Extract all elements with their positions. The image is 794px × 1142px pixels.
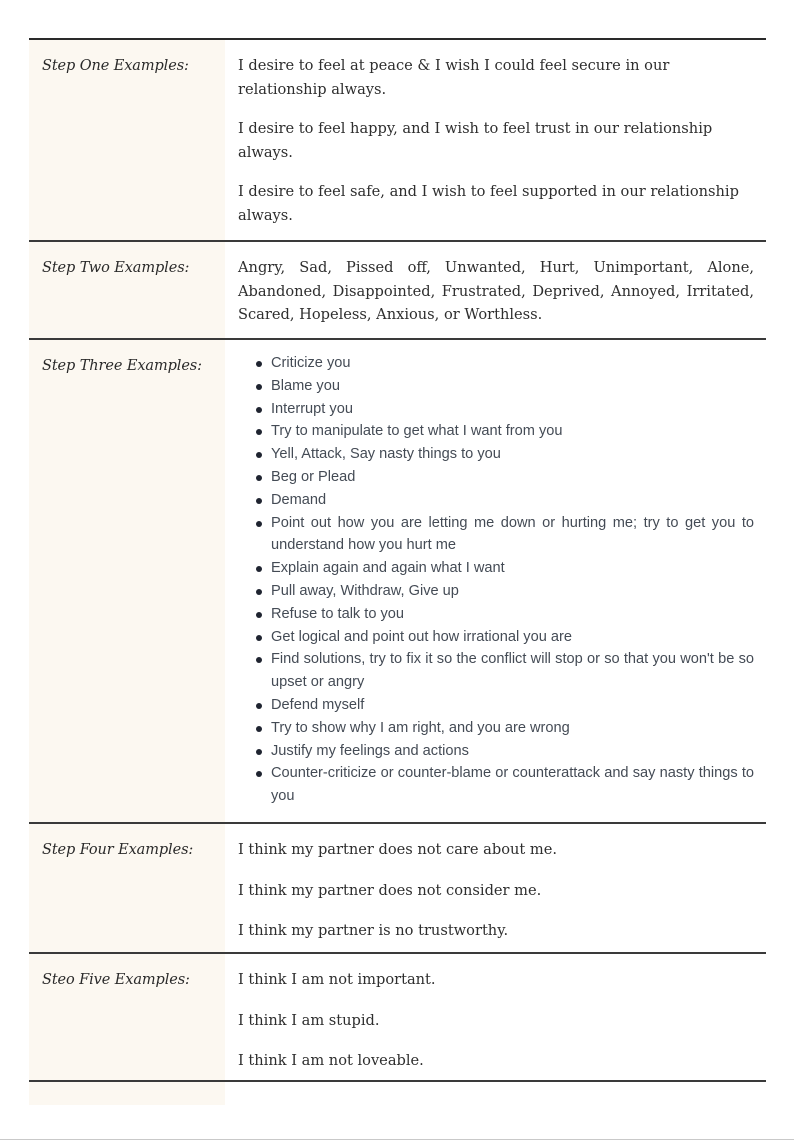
- row-label: Step Two Examples:: [42, 260, 190, 276]
- list-item: Justify my feelings and actions: [256, 740, 754, 763]
- example-text: I desire to feel at peace & I wish I could feel secure in our relationship always.: [238, 57, 670, 98]
- list-item: Yell, Attack, Say nasty things to you: [256, 443, 754, 466]
- example-text: Angry, Sad, Pissed off, Unwanted, Hurt, Unimportant, Alone, Abandoned, Disappointed, Frustrated, Deprived, Annoyed, Irritated, Scared, Hopeless, Anxious, or Worthless.: [238, 259, 754, 323]
- table-row-step-two: [29, 240, 766, 338]
- example-text: I think I am not loveable.: [238, 1052, 424, 1069]
- row-label: Steo Five Examples:: [42, 972, 190, 988]
- list-item: Counter-criticize or counter-blame or counterattack and say nasty things to you: [256, 762, 754, 808]
- row-label: Step Three Examples:: [42, 358, 202, 374]
- list-item: Defend myself: [256, 694, 754, 717]
- table-row-step-three: [29, 338, 766, 822]
- row-content: [225, 954, 766, 1080]
- example-text: I think I am not important.: [238, 971, 436, 988]
- examples-table: [29, 38, 766, 1082]
- list-item: Demand: [256, 489, 754, 512]
- list-item: Try to show why I am right, and you are wrong: [256, 717, 754, 740]
- list-item: Explain again and again what I want: [256, 557, 754, 580]
- table-row-step-four: [29, 822, 766, 952]
- table-row-step-one: [29, 38, 766, 240]
- row-content: [225, 824, 766, 952]
- list-item: Find solutions, try to fix it so the conflict will stop or so that you won't be so upset or angry: [256, 648, 754, 694]
- list-item: Point out how you are letting me down or hurting me; try to get you to understand how you hurt me: [256, 512, 754, 558]
- row-content: [225, 40, 766, 240]
- example-text: I think my partner is no trustworthy.: [238, 922, 509, 939]
- example-text: I think my partner does not care about me.: [238, 841, 558, 858]
- list-item: Refuse to talk to you: [256, 603, 754, 626]
- list-item: Get logical and point out how irrational you are: [256, 626, 754, 649]
- row-label: Step One Examples:: [42, 58, 189, 74]
- example-text: I think I am stupid.: [238, 1011, 380, 1029]
- list-item: Blame you: [256, 375, 754, 398]
- example-text: I desire to feel happy, and I wish to feel trust in our relationship always.: [238, 120, 713, 161]
- row-content: [225, 242, 766, 338]
- page-bottom-divider: [0, 1139, 794, 1140]
- example-text: I think my partner does not consider me.: [238, 881, 542, 899]
- list-item: Interrupt you: [256, 398, 754, 421]
- list-item: Criticize you: [256, 352, 754, 375]
- list-item: Try to manipulate to get what I want from you: [256, 420, 754, 443]
- example-text: I desire to feel safe, and I wish to feel supported in our relationship always.: [238, 183, 739, 224]
- table-row-step-five: [29, 952, 766, 1082]
- row-content: [225, 340, 766, 822]
- list-item: Pull away, Withdraw, Give up: [256, 580, 754, 603]
- example-bullet-list: [238, 352, 754, 808]
- list-item: Beg or Plead: [256, 466, 754, 489]
- row-label: Step Four Examples:: [42, 842, 194, 858]
